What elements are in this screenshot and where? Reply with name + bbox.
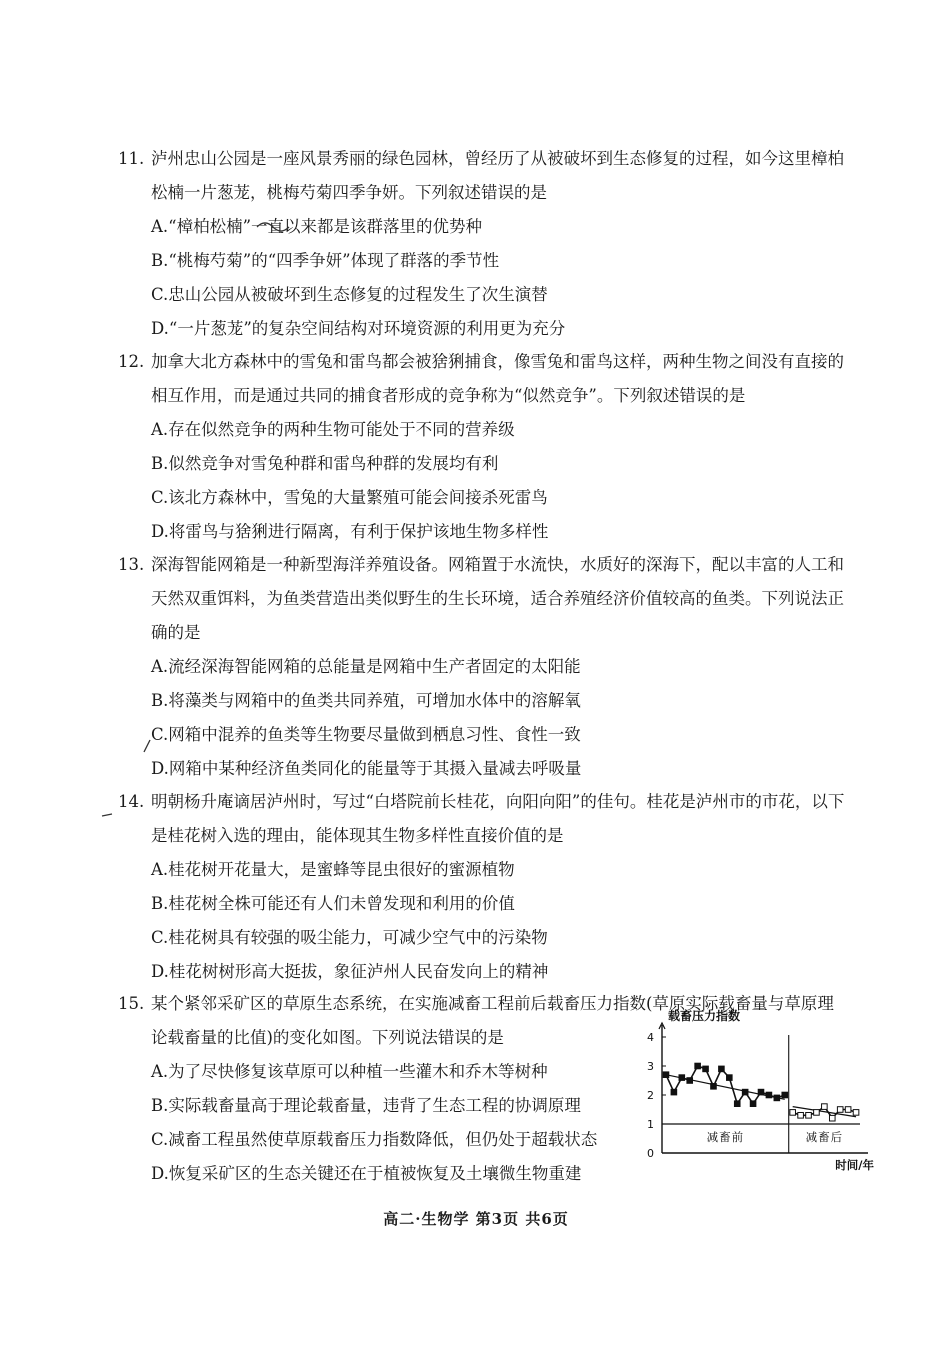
question-12 [118, 345, 858, 549]
question-number: 12. [118, 352, 145, 371]
handwritten-dash-mark [100, 808, 116, 820]
question-stem-text: 论载畜量的比值)的变化如图。下列说法错误的是 [151, 1028, 504, 1047]
question-number: 15. [118, 994, 145, 1013]
data-point [845, 1107, 851, 1113]
question-number: 13. [118, 555, 145, 574]
data-point [727, 1075, 733, 1081]
option-c: C.桂花树具有较强的吸尘能力，可减少空气中的污染物 [151, 928, 548, 947]
question-11 [118, 142, 858, 346]
data-point [853, 1110, 859, 1116]
y-tick-label: 3 [647, 1060, 654, 1073]
question-stem-text: 确的是 [151, 623, 201, 642]
y-tick-label: 2 [647, 1089, 654, 1102]
y-tick-label: 4 [647, 1031, 654, 1044]
question-stem-line [118, 142, 858, 176]
region-label-before: 减畜前 [706, 1130, 745, 1144]
question-stem-text: 某个紧邻采矿区的草原生态系统，在实施减畜工程前后载畜压力指数(草原实际载畜量与草原理 [151, 994, 834, 1013]
region-label-after: 减畜后 [805, 1130, 844, 1144]
data-point [663, 1072, 669, 1078]
question-stem-line [118, 582, 858, 616]
data-point [687, 1078, 693, 1084]
question-13 [118, 548, 858, 786]
option-b: B.“桃梅芍菊”的“四季争妍”体现了群落的季节性 [151, 251, 500, 270]
data-point [814, 1110, 820, 1116]
option-b: B.桂花树全株可能还有人们未曾发现和利用的价值 [151, 894, 515, 913]
data-point [711, 1084, 717, 1090]
data-point [774, 1095, 780, 1101]
data-point [837, 1107, 843, 1113]
handwritten-underline-mark [255, 215, 335, 235]
data-point [671, 1089, 677, 1095]
question-stem-line [118, 176, 858, 210]
question-stem-text: 松楠一片葱茏，桃梅芍菊四季争妍。下列叙述错误的是 [151, 183, 547, 202]
option-a: A.为了尽快修复该草原可以种植一些灌木和乔木等树种 [151, 1062, 548, 1081]
question-number: 11. [118, 149, 145, 168]
option-c: C.减畜工程虽然使草原载畜压力指数降低，但仍处于超载状态 [151, 1130, 598, 1149]
data-point [806, 1113, 812, 1119]
question-stem-line [118, 379, 858, 413]
question-stem-text: 泸州忠山公园是一座风景秀丽的绿色园林，曾经历了从被破坏到生态修复的过程，如今这里樟柏 [151, 149, 844, 168]
data-point [829, 1115, 835, 1121]
option-d: D.恢复采矿区的生态关键还在于植被恢复及土壤微生物重建 [151, 1164, 582, 1183]
y-tick-label: 1 [647, 1118, 654, 1131]
option-b: B.似然竞争对雪兔种群和雷鸟种群的发展均有利 [151, 454, 499, 473]
data-point [782, 1092, 788, 1098]
question-14 [118, 785, 858, 989]
option-a: A.存在似然竞争的两种生物可能处于不同的营养级 [151, 420, 515, 439]
question-stem-text: 是桂花树入选的理由，能体现其生物多样性直接价值的是 [151, 826, 564, 845]
option-c: C.网箱中混养的鱼类等生物要尽量做到栖息习性、食性一致 [151, 725, 581, 744]
question-stem-text: 相互作用，而是通过共同的捕食者形成的竞争称为“似然竞争”。下列叙述错误的是 [151, 386, 746, 405]
question-stem-line [118, 616, 858, 650]
question-number: 14. [118, 792, 145, 811]
question-stem-text: 深海智能网箱是一种新型海洋养殖设备。网箱置于水流快，水质好的深海下，配以丰富的人工和 [151, 555, 844, 574]
option-d: D.桂花树树形高大挺拔，象征泸州人民奋发向上的精神 [151, 962, 549, 981]
x-axis-label: 时间/年 [835, 1158, 874, 1172]
option-b: B.将藻类与网箱中的鱼类共同养殖，可增加水体中的溶解氧 [151, 691, 581, 710]
data-point [679, 1075, 685, 1081]
option-d: D.“一片葱茏”的复杂空间结构对环境资源的利用更为充分 [151, 319, 566, 338]
question-stem-line [118, 548, 858, 582]
option-b: B.实际载畜量高于理论载畜量，违背了生态工程的协调原理 [151, 1096, 581, 1115]
option-c: C.忠山公园从被破坏到生态修复的过程发生了次生演替 [151, 285, 548, 304]
y-axis-label: 载畜压力指数 [668, 1009, 741, 1023]
question-stem-text: 加拿大北方森林中的雪兔和雷鸟都会被猞猁捕食，像雪兔和雷鸟这样，两种生物之间没有直接的 [151, 352, 844, 371]
option-d: D.网箱中某种经济鱼类同化的能量等于其摄入量减去呼吸量 [151, 759, 582, 778]
question-stem-text: 天然双重饵料，为鱼类营造出类似野生的生长环境，适合养殖经济价值较高的鱼类。下列说法正 [151, 589, 844, 608]
pressure-index-chart [630, 1008, 880, 1178]
data-point [703, 1066, 709, 1072]
data-point [742, 1089, 748, 1095]
data-point [790, 1110, 796, 1116]
handwritten-tick-mark [140, 738, 154, 754]
data-point [822, 1104, 828, 1110]
option-a: A.桂花树开花量大，是蜜蜂等昆虫很好的蜜源植物 [151, 860, 515, 879]
data-point [766, 1092, 772, 1098]
question-stem-line [118, 785, 858, 819]
option-d: D.将雷鸟与猞猁进行隔离，有利于保护该地生物多样性 [151, 522, 549, 541]
y-tick-label: 0 [647, 1147, 654, 1160]
option-a: A.流经深海智能网箱的总能量是网箱中生产者固定的太阳能 [151, 657, 581, 676]
data-point [758, 1089, 764, 1095]
data-point [750, 1101, 756, 1107]
data-point [734, 1101, 740, 1107]
data-point [798, 1113, 804, 1119]
option-a: A.“樟柏松楠”一直以来都是该群落里的优势种 [151, 217, 483, 236]
page-footer: 高二·生物学 第3页 共6页 [383, 1210, 569, 1228]
data-point [719, 1066, 725, 1072]
data-point [695, 1063, 701, 1069]
option-c: C.该北方森林中，雪兔的大量繁殖可能会间接杀死雷鸟 [151, 488, 548, 507]
question-stem-line [118, 819, 858, 853]
question-stem-line [118, 345, 858, 379]
question-stem-text: 明朝杨升庵谪居泸州时，写过“白塔院前长桂花，向阳向阳”的佳句。桂花是泸州市的市花，以下 [151, 792, 845, 811]
